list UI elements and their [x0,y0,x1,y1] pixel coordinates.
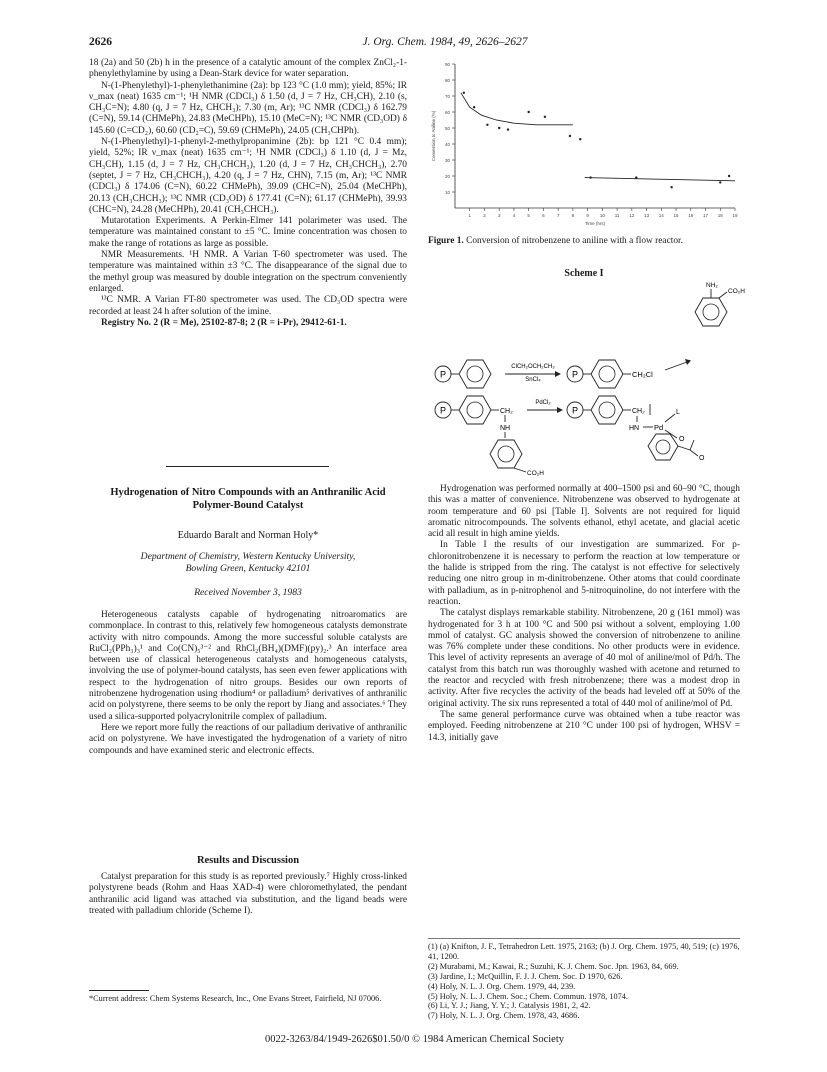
data-point [463,92,465,94]
y-axis-label: Conversion to Aniline (%) [431,110,436,162]
data-point [507,128,509,130]
paragraph: Heterogeneous catalysts capable of hydrogenating nitroaromatics are commonplace. In contrast to this, relatively few homogeneous catalysts demonstrate activity with nitro compounds. Among the more successful soluble catalysts are RuCl₂(PPh₃)₃¹ and Co(CN)₅³⁻² and RhCl₂(BH₄)(DMF)(py)₂.³ An interface area between use of classical heterogeneous catalysts and homogeneous catalysts, involving the use of polymer-bound catalysts, has seen even fewer applications with respect to the hydrogenation of nitro groups. Besides our own reports of nitrobenzene hydrogenation using rhodium⁴ or palladium⁵ derivatives of anthranilic acid on polystyrene, there seems to be only the report by Jiang and associates.⁶ They used a silica-supported polyacrylonitrile complex of palladium. [89,610,407,722]
authors: Eduardo Baralt and Norman Holy* [177,530,319,541]
paragraph: The same general performance curve was obtained when a tube reactor was employed. Feeding nitrobenzene at 210 °C under 100 psi of hydrogen, WHSV = 14.3, initially gave [428,709,740,743]
ligand-l-label: L [676,409,680,416]
co2h-label: CO₂H [728,288,745,295]
data-point [635,176,637,178]
paragraph: Here we report more fully the reactions of our palladium derivative of anthranilic acid on polystyrene. We have investigated the hydrogenation of a variety of nitro compounds and have examined steric and electronic effects. [89,722,407,756]
scheme-anthranilate-fragment [480,432,600,482]
paragraph: ¹³C NMR. A Varian FT-80 spectrometer was used. The CD₃OD spectra were recorded at least 24 h after solution of the imine. [89,295,407,317]
fit-curve [585,178,735,181]
scheme-pd-chelate-ring [640,432,720,477]
polymer-bead [435,402,451,418]
pd-label: Pd [654,423,664,432]
fit-curve [461,93,573,125]
data-point [719,181,721,183]
figure-label: Figure 1. [428,236,464,246]
x-tick-label: 17 [703,213,709,218]
footnote-rule [89,990,149,991]
benzene-ring [459,360,491,388]
paragraph: The catalyst displays remarkable stability. Nitrobenzene, 20 g (161 mmol) was hydrogenated for 3 h at 100 °C and 500 psi without a solvent, employing 1.00 mmol of catalyst. GC analysis showed the conversion of nitrobenzene to aniline was 76% complete under these conditions. No other products were in evidence. This level of activity represents an average of 40 mol of aniline/mol of Pd/h. The catalyst from this batch run was thoroughly washed with acetone and returned to the reactor and recycled with fresh nitrobenzene; there was a modest drop in activity. After five recycles the activity of the beads had leveled off at 50% of the original activity. The six runs represented a total of 440 mol of aniline/mol of Pd. [428,608,740,709]
y-tick-label: 40 [444,142,450,147]
reference-item: (6) Li, Y. J.; Jiang, Y. Y.; J. Catalysis 1981, 2, 42. [428,1001,591,1011]
x-tick-label: 9 [586,213,589,218]
paragraph: Hydrogenation was performed normally at 400–1500 psi and 60–90 °C, though this was a matter of convenience. Nitrobenzene was observed to hydrogenate at room temperature and 60 psi [Table I]. Solvents are not required for liquid aromatic nitrocompounds. The solvents ethanol, ethyl acetate, and glacial acetic acid all result in high amine yields. [428,484,740,540]
hn-label: HN [629,425,640,432]
data-point [589,176,591,178]
affiliation [89,551,407,574]
x-tick-label: 14 [658,213,664,218]
data-point [473,106,475,108]
nh-label: NH [500,425,511,432]
x-tick-label: 8 [571,213,575,218]
registry-numbers: Registry No. 2 (R = Me), 25102-87-8; 2 (R = i-Pr), 29412-61-1. [101,317,347,328]
results-heading: Results and Discussion [196,855,300,866]
x-tick-label: 11 [614,213,620,218]
ch2-label: CH₂ [500,408,513,415]
data-point [670,186,672,188]
figure-1-caption [428,236,740,247]
benzene-ring [591,360,623,388]
references-rule [428,938,740,939]
journal-header: J. Org. Chem. 1984, 49, 2626–2627 [362,36,528,48]
reagent-chloromethyl-ether: ClCH₂OCH₂CH₃ [511,364,555,370]
received-date: Received November 3, 1983 [194,587,302,598]
x-tick-label: 1 [468,213,471,218]
y-tick-label: 80 [444,78,450,83]
y-tick-label: 90 [444,62,450,67]
svg-text:P: P [571,405,579,416]
affiliation-line: Department of Chemistry, Western Kentucky University, [140,551,356,562]
svg-text:P: P [439,405,447,416]
scheme-i-diagram [425,282,745,442]
figure-1-chart [425,58,745,228]
data-point [527,111,529,113]
y-tick-label: 50 [444,126,450,131]
introduction [89,610,407,757]
data-point [728,175,730,177]
article-title: Hydrogenation of Nitro Compounds with an Anthranilic Acid Polymer-Bound Catalyst [110,487,386,511]
paragraph: In Table I the results of our investigation are summarized. For p-chloronitrobenzene it is necessary to perform the reaction at low temperature or the halide is stripped from the ring. The catalyst is not effective for selectively reducing one nitro group in m-dinitrobenzene. Other atoms that could coordinate with palladium, as in p-nitrophenol and 5-nitroquinoline, do not interfere with the reaction. [428,540,740,607]
paragraph: N-(1-Phenylethyl)-1-phenyl-2-methylpropanimine (2b): bp 121 °C 0.4 mm); yield, 52%; IR ν_max (neat) 1635 cm⁻¹; ¹H NMR (CDCl₃) δ 1.10 (d, J = Mz, CH₃CH), 1.15 (d, J = 7 Hz, CH₃CHCH₃), 1.20 (d, J = 7 Hz, CH₃CHCH₃), 2.70 (septet, J = 7 Hz, CH₃CHCH₃), 4.20 (q, J = 7 Hz, CHN), 7.15 (m, Ar); ¹³C NMR (CDCl₃) δ 174.06 (C=N), 60.22 CHMePh), 39.09 (CHC=N), 25.04 (MeCHPh), 20.13 (CH₃CHCH₃); ¹³C NMR (CD₃OD) δ 177.41 (C=N); 61.17 (CHMePh), 39.93 (CHC=N), 24.28 (MeCHPh), 20.41 (CH₃CHCH₃). [89,137,407,215]
x-tick-label: 16 [688,213,694,218]
x-tick-label: 3 [497,213,501,218]
page-footer: 0022-3263/84/1949-2626$01.50/0 © 1984 American Chemical Society [264,1034,565,1045]
reagent-pdcl2: PdCl₂ [535,400,551,406]
y-tick-label: 20 [444,174,450,179]
x-tick-label: 18 [717,213,723,218]
x-tick-label: 6 [542,213,545,218]
reference-item: (3) Jardine, I.; McQuillin, F. J. J. Chem. Soc. D 1970, 626. [428,971,623,981]
x-tick-label: 7 [556,213,560,218]
nh2-label: NH₂ [706,282,718,289]
ch2cl-label: CH₂Cl [632,370,653,379]
section-divider [166,466,329,467]
oxygen-label: O [699,455,705,462]
y-tick-label: 10 [444,190,450,195]
data-point [498,127,500,129]
x-tick-label: 5 [527,213,530,218]
scheme-label: Scheme I [564,268,604,279]
y-tick-label: 60 [444,110,450,115]
polymer-bead [567,366,583,382]
figure-caption-text: Conversion of nitrobenzene to aniline with a flow reactor. [466,236,683,246]
references-list [428,942,740,1021]
data-point [486,124,488,126]
reagent-sncl4: SnCl₄ [525,377,541,383]
reference-item: (1) (a) Knifton, J. F., Tetrahedron Lett. 1975, 2163; (b) J. Org. Chem. 1975, 40, 519; (c) 1976, 41, 1200. [428,942,740,961]
x-tick-label: 2 [483,213,486,218]
y-tick-label: 30 [444,158,450,163]
benzene-ring [459,396,491,424]
data-point [579,138,581,140]
y-tick-label: 70 [444,94,450,99]
polymer-bead [435,366,451,382]
data-point [544,116,546,118]
paragraph: Mutarotation Experiments. A Perkin-Elmer 141 polarimeter was used. The temperature was maintained constant to ±5 °C. Imine concentration was chosen to make the range of rotations as large as possible. [89,216,407,249]
x-tick-label: 10 [599,213,605,218]
paragraph: Catalyst preparation for this study is as reported previously.⁷ Highly cross-linked polystyrene beads (Rohm and Haas XAD-4) were chloromethylated, the pendant anthranilic acid ligand was attached via substitution, and the ligand beads were treated with palladium chloride (Scheme I). [89,872,407,916]
right-column-body [428,484,740,744]
page-number: 2626 [89,36,112,48]
results-paragraph-container [89,872,407,917]
svg-text:P: P [439,369,447,380]
current-address-footnote: *Current address: Chem Systems Research, Inc., One Evans Street, Fairfield, NJ 07006. [89,994,382,1003]
x-tick-label: 12 [629,213,635,218]
left-column-top [89,58,407,329]
polymer-bead [567,402,583,418]
paragraph: N-(1-Phenylethyl)-1-phenylethanimine (2a): bp 123 °C (1.0 mm); yield, 85%; IR ν_max (neat) 1635 cm⁻¹; ¹H NMR (CDCl₃) δ 1.50 (d, J = 7 Hz, CH₃CH), 2.10 (s, CH₃C=N); 4.80 (q, J = 7 Hz, CHCH₃); 7.30 (m, Ar); ¹³C NMR (CDCl₃) δ 162.79 (C=N), 59.14 (CHMePh), 24.83 (MeCHPh), 15.10 (MeC=N); ¹³C NMR (CD₃OD) δ 145.60 (C=CD₂), 60.60 (CD₂=C), 59.69 (CHMePh), 24.05 (CH₃CHPh). [89,80,407,136]
oxygen-label: O [679,436,685,442]
paragraph: 18 (2a) and 50 (2b) h in the presence of a catalytic amount of the complex ZnCl₂-1-phenylethylamine by using a Dean-Stark device for water separation. [89,58,407,80]
reaction-arrow [665,362,687,370]
x-tick-label: 19 [732,213,738,218]
x-tick-label: 13 [644,213,650,218]
benzene-ring [591,396,623,424]
x-axis-label: Time (hrs) [584,221,606,226]
affiliation-line: Bowling Green, Kentucky 42101 [185,562,311,574]
paragraph: NMR Measurements. ¹H NMR. A Varian T-60 spectrometer was used. The temperature was maintained within ±3 °C. The disappearance of the signal due to the methyl group was measured by double integration on the spectrum conveniently enlarged. [89,250,407,294]
reference-item: (5) Holy, N. L. J. Chem. Soc.; Chem. Commun. 1978, 1074. [428,991,628,1001]
reference-item: (4) Holy, N. L. J. Org. Chem. 1979, 44, 239. [428,981,576,991]
svg-text:P: P [571,369,579,380]
data-point [569,135,571,137]
reference-item: (7) Holy, N. L. J. Org. Chem. 1978, 43, 4686. [428,1011,580,1021]
reference-item: (2) Murabami, M.; Kawai, R.; Suzuhi, K. J. Chem. Soc. Jpn. 1963, 84, 669. [428,961,679,971]
anthranilic-acid-ring [695,298,727,326]
ch2-label: CH₂ [632,408,645,415]
x-tick-label: 4 [512,213,516,218]
co2h-label: CO₂H [527,470,544,477]
x-tick-label: 15 [673,213,679,218]
